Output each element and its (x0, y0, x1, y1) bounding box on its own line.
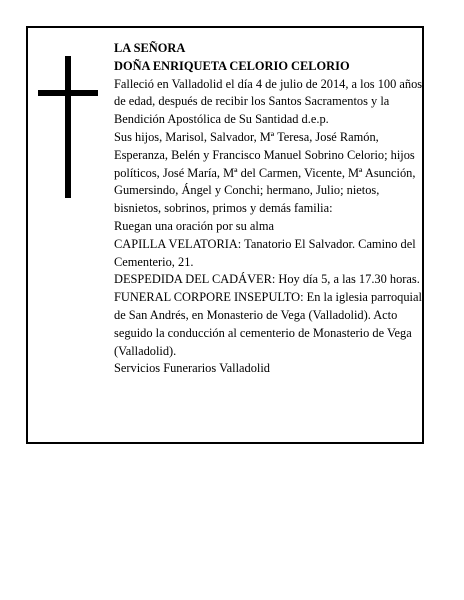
notice-text (114, 40, 424, 378)
deceased-name: DOÑA ENRIQUETA CELORIO CELORIO (114, 58, 350, 73)
notice-title: LA SEÑORA (114, 41, 186, 55)
cross-vertical-bar (65, 56, 71, 198)
death-announcement: Falleció en Valladolid el día 4 de julio de 2014, a los 100 años de edad, después de recibir los Santos Sacramentos y la Bendición Apostólica de Su Santidad d.e.p. (114, 76, 423, 127)
latin-cross-icon (38, 56, 98, 198)
funeral-services-provider: Servicios Funerarios Valladolid (114, 361, 271, 376)
family-list: Sus hijos, Marisol, Salvador, Mª Teresa, José Ramón, Esperanza, Belén y Francisco Manuel Sobrino Celorio; hijos políticos, José María, Mª del Carmen, Vicente, Mª Asunción, Gumersindo, Ángel y Conchi; hermano, Julio; nietos, bisnietos, sobrinos, primos y demás familia: (114, 129, 416, 216)
funeral-info: DESPEDIDA DEL CADÁVER: Hoy día 5, a las 17.30 horas. FUNERAL CORPORE INSEPULTO: En la iglesia parroquial de San Andrés, en Monasterio de Vega (Valladolid). Acto seguido la conducción al cementerio de Monasterio de Vega (Valladolid). (114, 272, 422, 358)
prayer-request: Ruegan una oración por su alma (114, 218, 274, 233)
cross-horizontal-bar (38, 90, 98, 96)
chapel-info: CAPILLA VELATORIA: Tanatorio El Salvador. Camino del Cementerio, 21. (114, 236, 416, 269)
obituary-notice (26, 26, 424, 444)
